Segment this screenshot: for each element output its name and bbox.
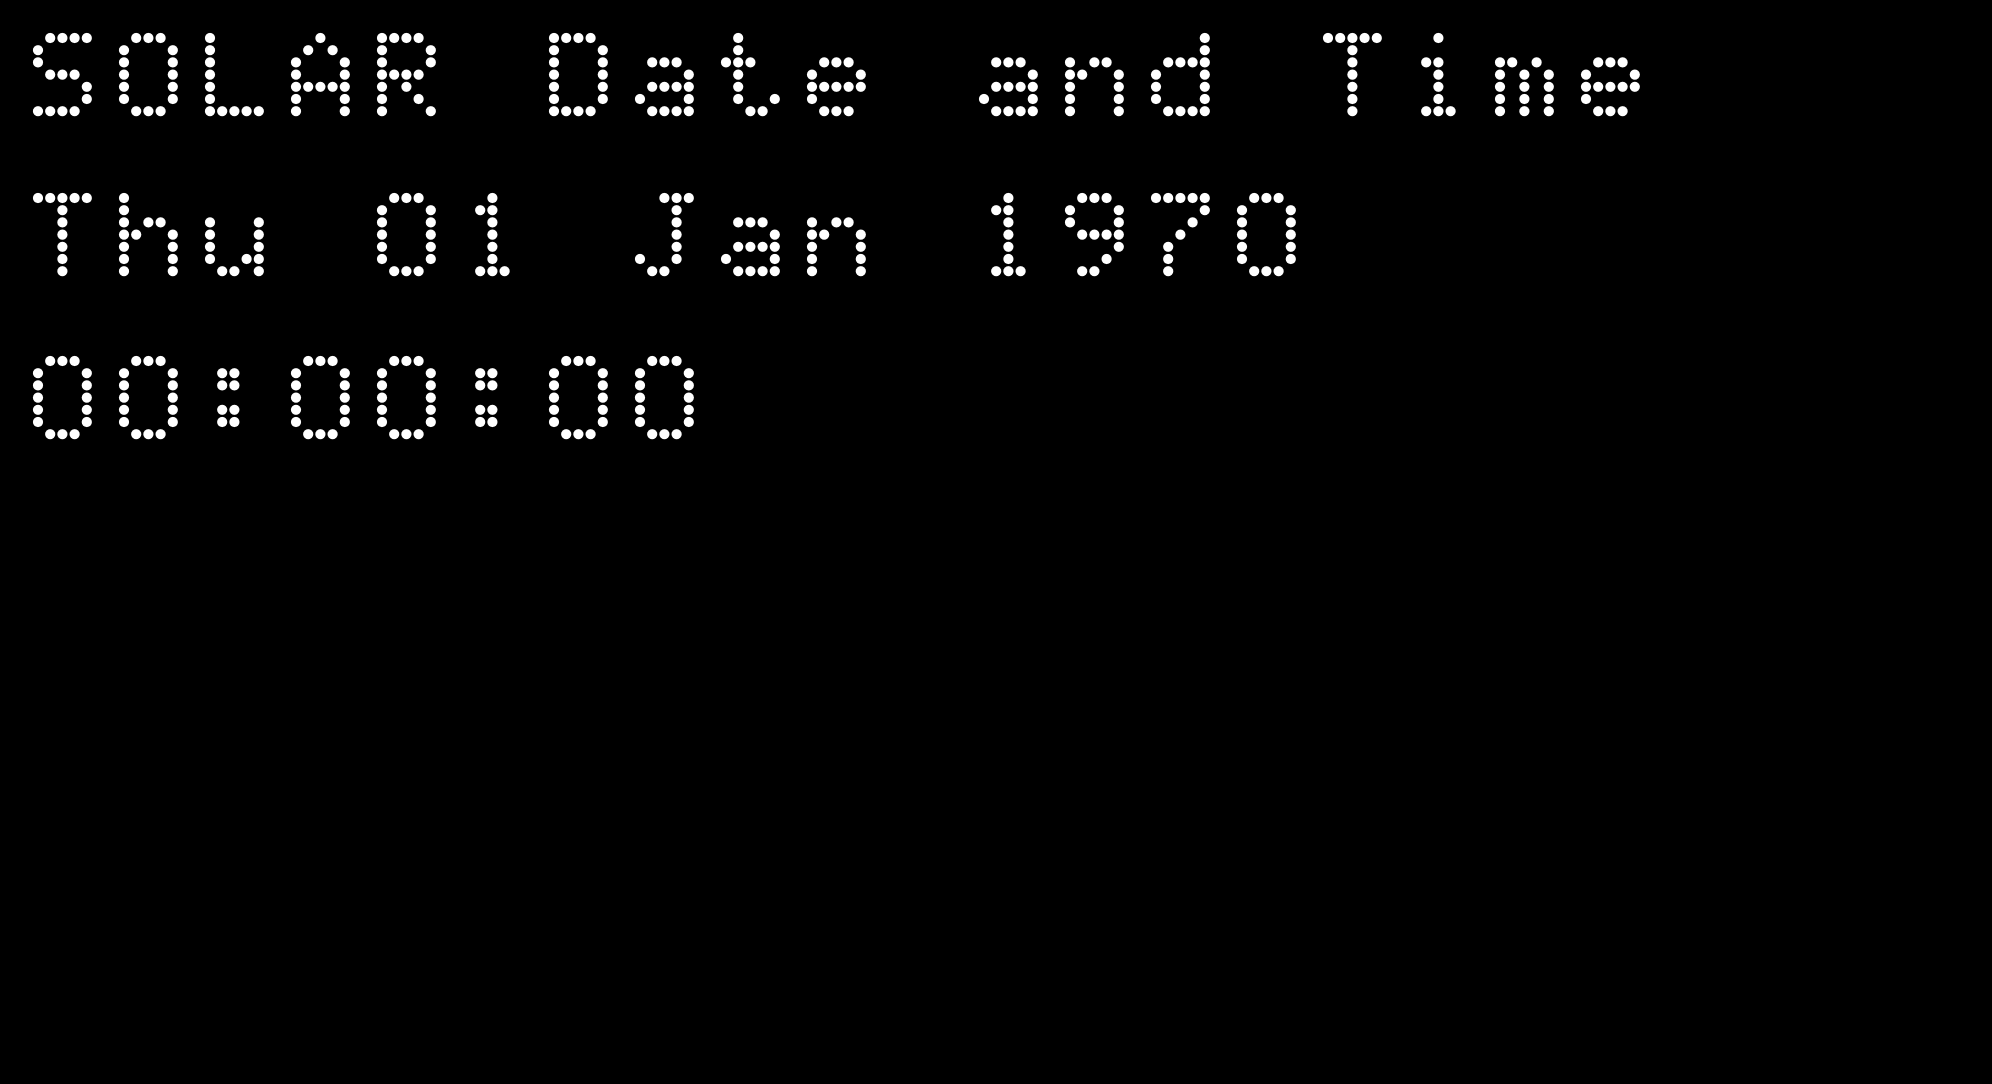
- time-char-2: [217, 368, 239, 427]
- time-char-7: [635, 356, 694, 439]
- time-char-1: [119, 356, 178, 439]
- time-char-6: [549, 356, 608, 439]
- time-char-4: [377, 356, 436, 439]
- time-char-0: [33, 356, 92, 439]
- time-char-5: [475, 368, 497, 427]
- time-char-3: [291, 356, 350, 439]
